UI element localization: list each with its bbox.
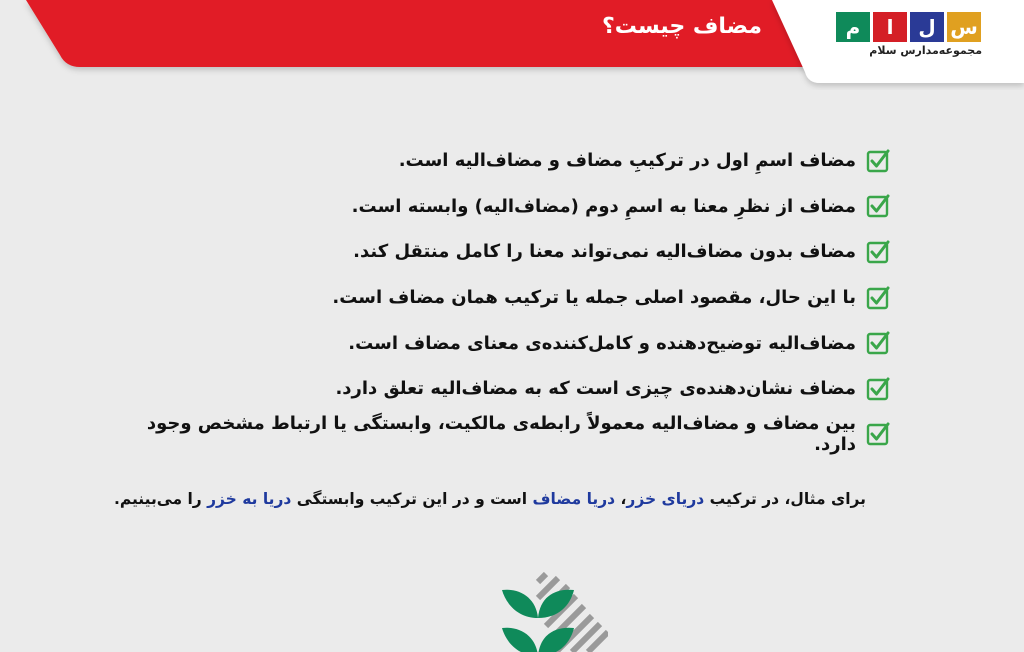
example-text: را می‌بینیم. xyxy=(113,490,208,508)
highlighted-term: دریا به خزر xyxy=(207,490,292,508)
bullet-text: با این حال، مقصود اصلی جمله یا ترکیب همان مضاف است. xyxy=(332,287,856,309)
bullet-item xyxy=(130,320,890,366)
bullet-item xyxy=(130,275,890,321)
checkbox-checked-icon xyxy=(866,422,890,446)
logo-tile: ا xyxy=(873,12,907,42)
page-title: مضاف چیست؟ xyxy=(601,14,762,39)
example-text: ، xyxy=(615,490,627,508)
checkbox-checked-icon xyxy=(866,377,890,401)
bullet-item xyxy=(130,366,890,412)
bullet-text: مضاف اسمِ اول در ترکیبِ مضاف و مضاف‌الیه است. xyxy=(398,150,856,172)
checkbox-checked-icon xyxy=(866,194,890,218)
checkbox-checked-icon xyxy=(866,240,890,264)
example-text: است و در این ترکیب وابستگی xyxy=(291,490,533,508)
example-paragraph xyxy=(114,490,866,508)
bullet-text: مضاف‌الیه توضیح‌دهنده و کامل‌کننده‌ی معنای مضاف است. xyxy=(348,332,856,354)
bullet-text: مضاف از نظرِ معنا به اسمِ دوم (مضاف‌الیه) وابسته است. xyxy=(351,195,856,217)
bullet-text: مضاف بدون مضاف‌الیه نمی‌تواند معنا را کامل منتقل کند. xyxy=(353,241,856,263)
checkbox-checked-icon xyxy=(866,286,890,310)
checkbox-checked-icon xyxy=(866,331,890,355)
bullet-list xyxy=(130,138,890,457)
bullet-item xyxy=(130,138,890,184)
logo-tile: م xyxy=(836,12,870,42)
example-text: برای مثال، در ترکیب xyxy=(704,490,866,508)
logo-tile: ل xyxy=(910,12,944,42)
logo-tile: س xyxy=(947,12,981,42)
highlighted-term: دریا مضاف xyxy=(532,490,616,508)
logo-subtitle: مجموعه‌مدارس سلام xyxy=(869,44,982,57)
bullet-item xyxy=(130,184,890,230)
highlighted-term: دریای خزر xyxy=(626,490,705,508)
bullet-item xyxy=(130,229,890,275)
school-logo xyxy=(836,12,986,72)
bullet-text: مضاف نشان‌دهنده‌ی چیزی است که به مضاف‌الیه تعلق دارد. xyxy=(335,378,856,400)
bullet-item xyxy=(130,412,890,458)
plant-logo-icon xyxy=(498,572,608,652)
checkbox-checked-icon xyxy=(866,149,890,173)
bullet-text: بین مضاف و مضاف‌الیه معمولاً رابطه‌ی مالکیت، وابستگی یا ارتباط مشخص وجود دارد. xyxy=(146,413,856,456)
